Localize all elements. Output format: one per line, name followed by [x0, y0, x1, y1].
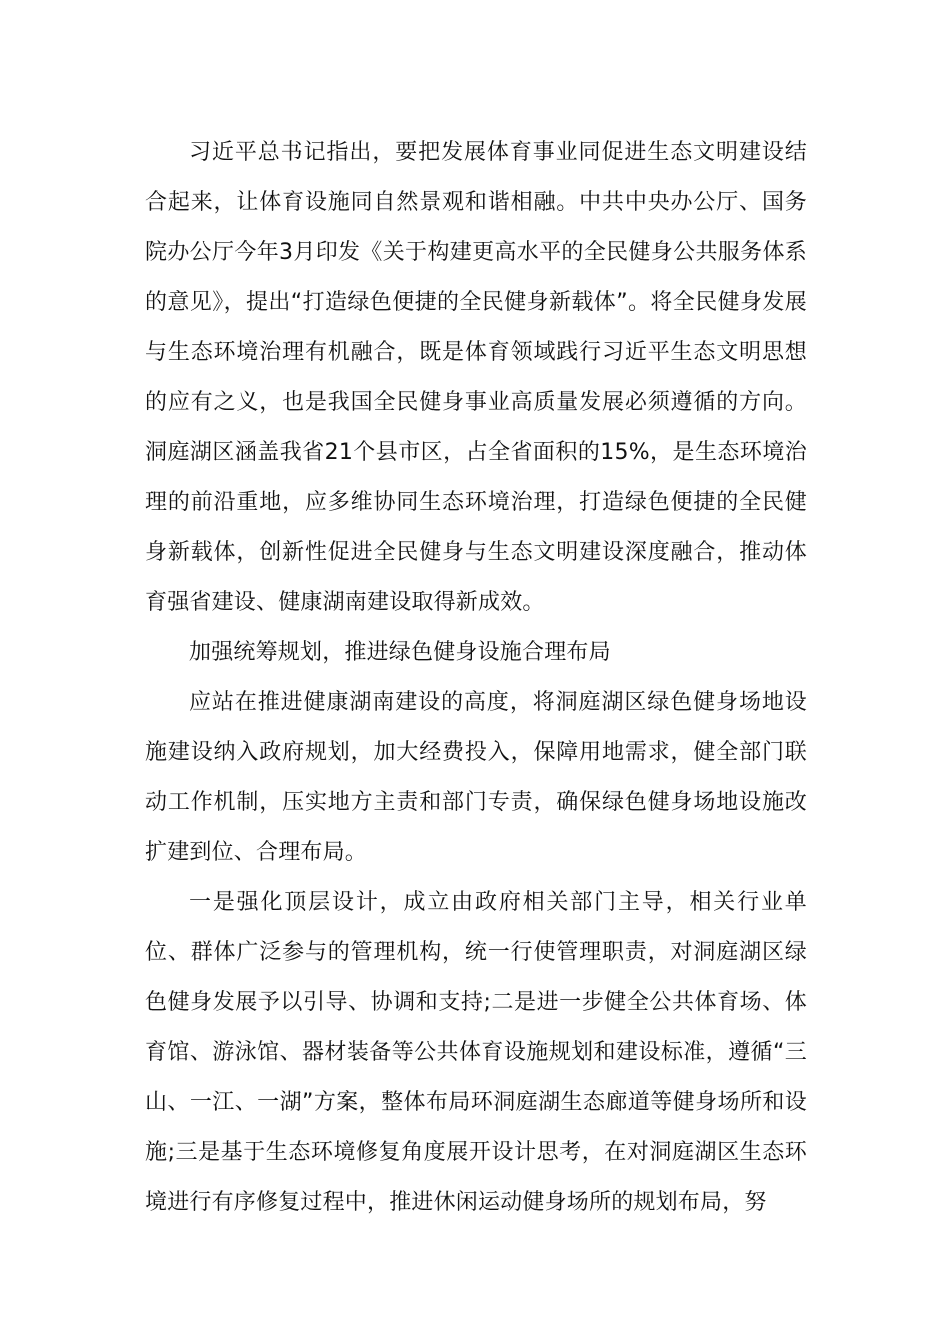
paragraph-intro: 习近平总书记指出，要把发展体育事业同促进生态文明建设结合起来，让体育设施同自然景观和谐相融。中共中央办公厅、国务院办公厅今年3月印发《关于构建更高水平的全民健身公共服务体系的意见》，提出“打造绿色便捷的全民健身新载体”。将全民健身发展与生态环境治理有机融合，既是体育领域践行习近平生态文明思想的应有之义，也是我国全民健身事业高质量发展必须遵循的方向。洞庭湖区涵盖我省21个县市区，占全省面积的15%，是生态环境治理的前沿重地，应多维协同生态环境治理，打造绿色便捷的全民健身新载体，创新性促进全民健身与生态文明建设深度融合，推动体育强省建设、健康湖南建设取得新成效。 [145, 140, 807, 615]
section-heading: 加强统筹规划，推进绿色健身设施合理布局 [189, 640, 611, 665]
paragraph-planning: 应站在推进健康湖南建设的高度，将洞庭湖区绿色健身场地设施建设纳入政府规划，加大经费投入，保障用地需求，健全部门联动工作机制，压实地方主责和部门专责，确保绿色健身场地设施改扩建到位、合理布局。 [145, 690, 807, 865]
document-body [145, 128, 807, 1228]
paragraph-measures: 一是强化顶层设计，成立由政府相关部门主导，相关行业单位、群体广泛参与的管理机构，统一行使管理职责，对洞庭湖区绿色健身发展予以引导、协调和支持;二是进一步健全公共体育场、体育馆、游泳馆、器材装备等公共体育设施规划和建设标准，遵循“三山、一江、一湖”方案，整体布局环洞庭湖生态廊道等健身场所和设施;三是基于生态环境修复角度展开设计思考，在对洞庭湖区生态环境进行有序修复过程中，推进休闲运动健身场所的规划布局，努 [145, 890, 807, 1215]
